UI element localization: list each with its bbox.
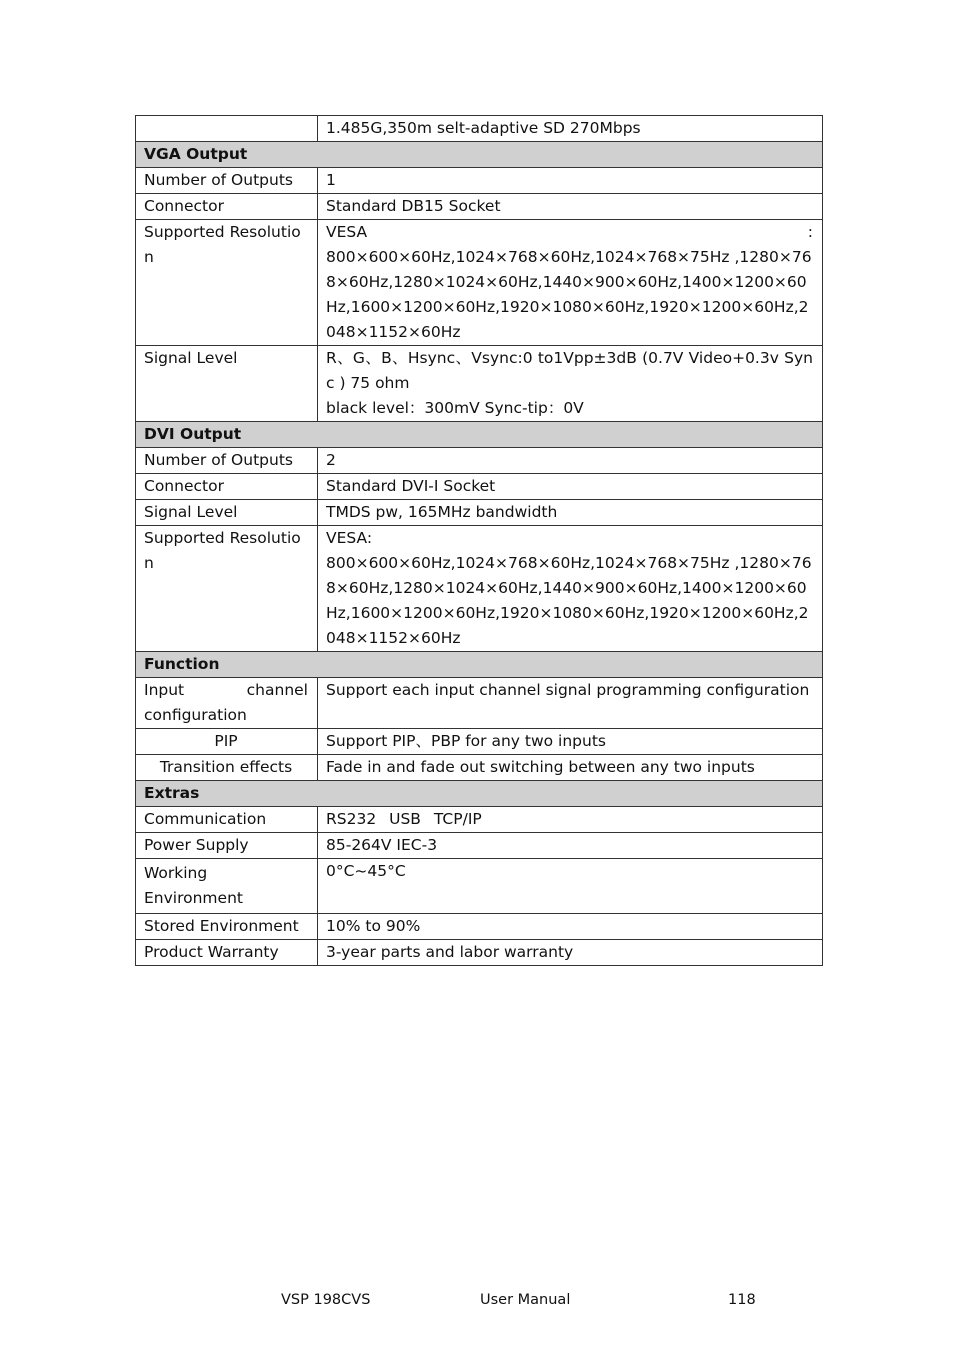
row-label: Supported Resolution — [136, 220, 318, 346]
row-value — [318, 346, 823, 422]
table-row — [136, 940, 823, 966]
table-row — [136, 755, 823, 781]
row-label: Communication — [136, 807, 318, 833]
row-value: Fade in and fade out switching between any two inputs — [318, 755, 823, 781]
section-header-extras — [136, 781, 823, 807]
page-footer — [0, 1292, 954, 1312]
table-row — [136, 859, 823, 914]
row-value: TMDS pw, 165MHz bandwidth — [318, 500, 823, 526]
row-label: Transition effects — [136, 755, 318, 781]
section-title: DVI Output — [136, 422, 823, 448]
value-line: 800×600×60Hz,1024×768×60Hz,1024×768×75Hz ,1280×768×60Hz,1280×1024×60Hz,1440×900×60Hz,1400×1200×60Hz,1600×1200×60Hz,1920×1080×60Hz,1920×1200×60Hz,2048×1152×60Hz — [326, 554, 812, 647]
value-line: 800×600×60Hz,1024×768×60Hz,1024×768×75Hz ,1280×768×60Hz,1280×1024×60Hz,1440×900×60Hz,1400×1200×60Hz,1600×1200×60Hz,1920×1080×60Hz,1920×1200×60Hz,2048×1152×60Hz — [326, 248, 812, 341]
row-value: 0°C~45°C — [318, 859, 823, 914]
footer-product: VSP 198CVS — [281, 1292, 371, 1308]
row-value: 10% to 90% — [318, 914, 823, 940]
row-label: Working Environment — [136, 859, 318, 914]
row-label: Stored Environment — [136, 914, 318, 940]
row-label: Signal Level — [136, 346, 318, 422]
row-value: 1.485G,350m selt-adaptive SD 270Mbps — [318, 116, 823, 142]
row-label: Connector — [136, 474, 318, 500]
table-row — [136, 168, 823, 194]
section-header-function — [136, 652, 823, 678]
row-value — [318, 220, 823, 346]
section-title: VGA Output — [136, 142, 823, 168]
table-row — [136, 914, 823, 940]
row-value: 2 — [318, 448, 823, 474]
section-header-vga-output — [136, 142, 823, 168]
row-value: Support PIP、PBP for any two inputs — [318, 729, 823, 755]
row-label — [136, 116, 318, 142]
value-line: VESA : — [326, 223, 813, 241]
footer-doc-title: User Manual — [480, 1292, 571, 1308]
row-value: 85-264V IEC-3 — [318, 833, 823, 859]
table-row — [136, 194, 823, 220]
table-row — [136, 500, 823, 526]
table-row — [136, 807, 823, 833]
row-label: Input channel configuration — [136, 678, 318, 729]
row-label: PIP — [136, 729, 318, 755]
footer-page-number: 118 — [728, 1292, 756, 1308]
value-line: black level：300mV Sync-tip：0V — [326, 399, 584, 417]
row-value: 3-year parts and labor warranty — [318, 940, 823, 966]
table-row — [136, 448, 823, 474]
value-line: R、G、B、Hsync、Vsync:0 to1Vpp±3dB (0.7V Video+0.3v Sync ) 75 ohm — [326, 349, 813, 392]
table-row — [136, 729, 823, 755]
table-row — [136, 833, 823, 859]
section-title: Function — [136, 652, 823, 678]
row-label: Number of Outputs — [136, 168, 318, 194]
row-label: Signal Level — [136, 500, 318, 526]
row-label: Product Warranty — [136, 940, 318, 966]
row-label: Number of Outputs — [136, 448, 318, 474]
row-value: Support each input channel signal programming configuration — [318, 678, 823, 729]
row-label: Power Supply — [136, 833, 318, 859]
row-value: Standard DB15 Socket — [318, 194, 823, 220]
section-header-dvi-output — [136, 422, 823, 448]
row-value: Standard DVI-I Socket — [318, 474, 823, 500]
table-row — [136, 346, 823, 422]
value-line: VESA: — [326, 529, 373, 547]
row-value: 1 — [318, 168, 823, 194]
table-row — [136, 220, 823, 346]
section-title: Extras — [136, 781, 823, 807]
row-value: RS232 USB TCP/IP — [318, 807, 823, 833]
row-value — [318, 526, 823, 652]
table-row — [136, 116, 823, 142]
row-label: Supported Resolution — [136, 526, 318, 652]
row-label: Connector — [136, 194, 318, 220]
table-row — [136, 526, 823, 652]
table-row — [136, 678, 823, 729]
table-row — [136, 474, 823, 500]
specification-table — [135, 115, 823, 966]
